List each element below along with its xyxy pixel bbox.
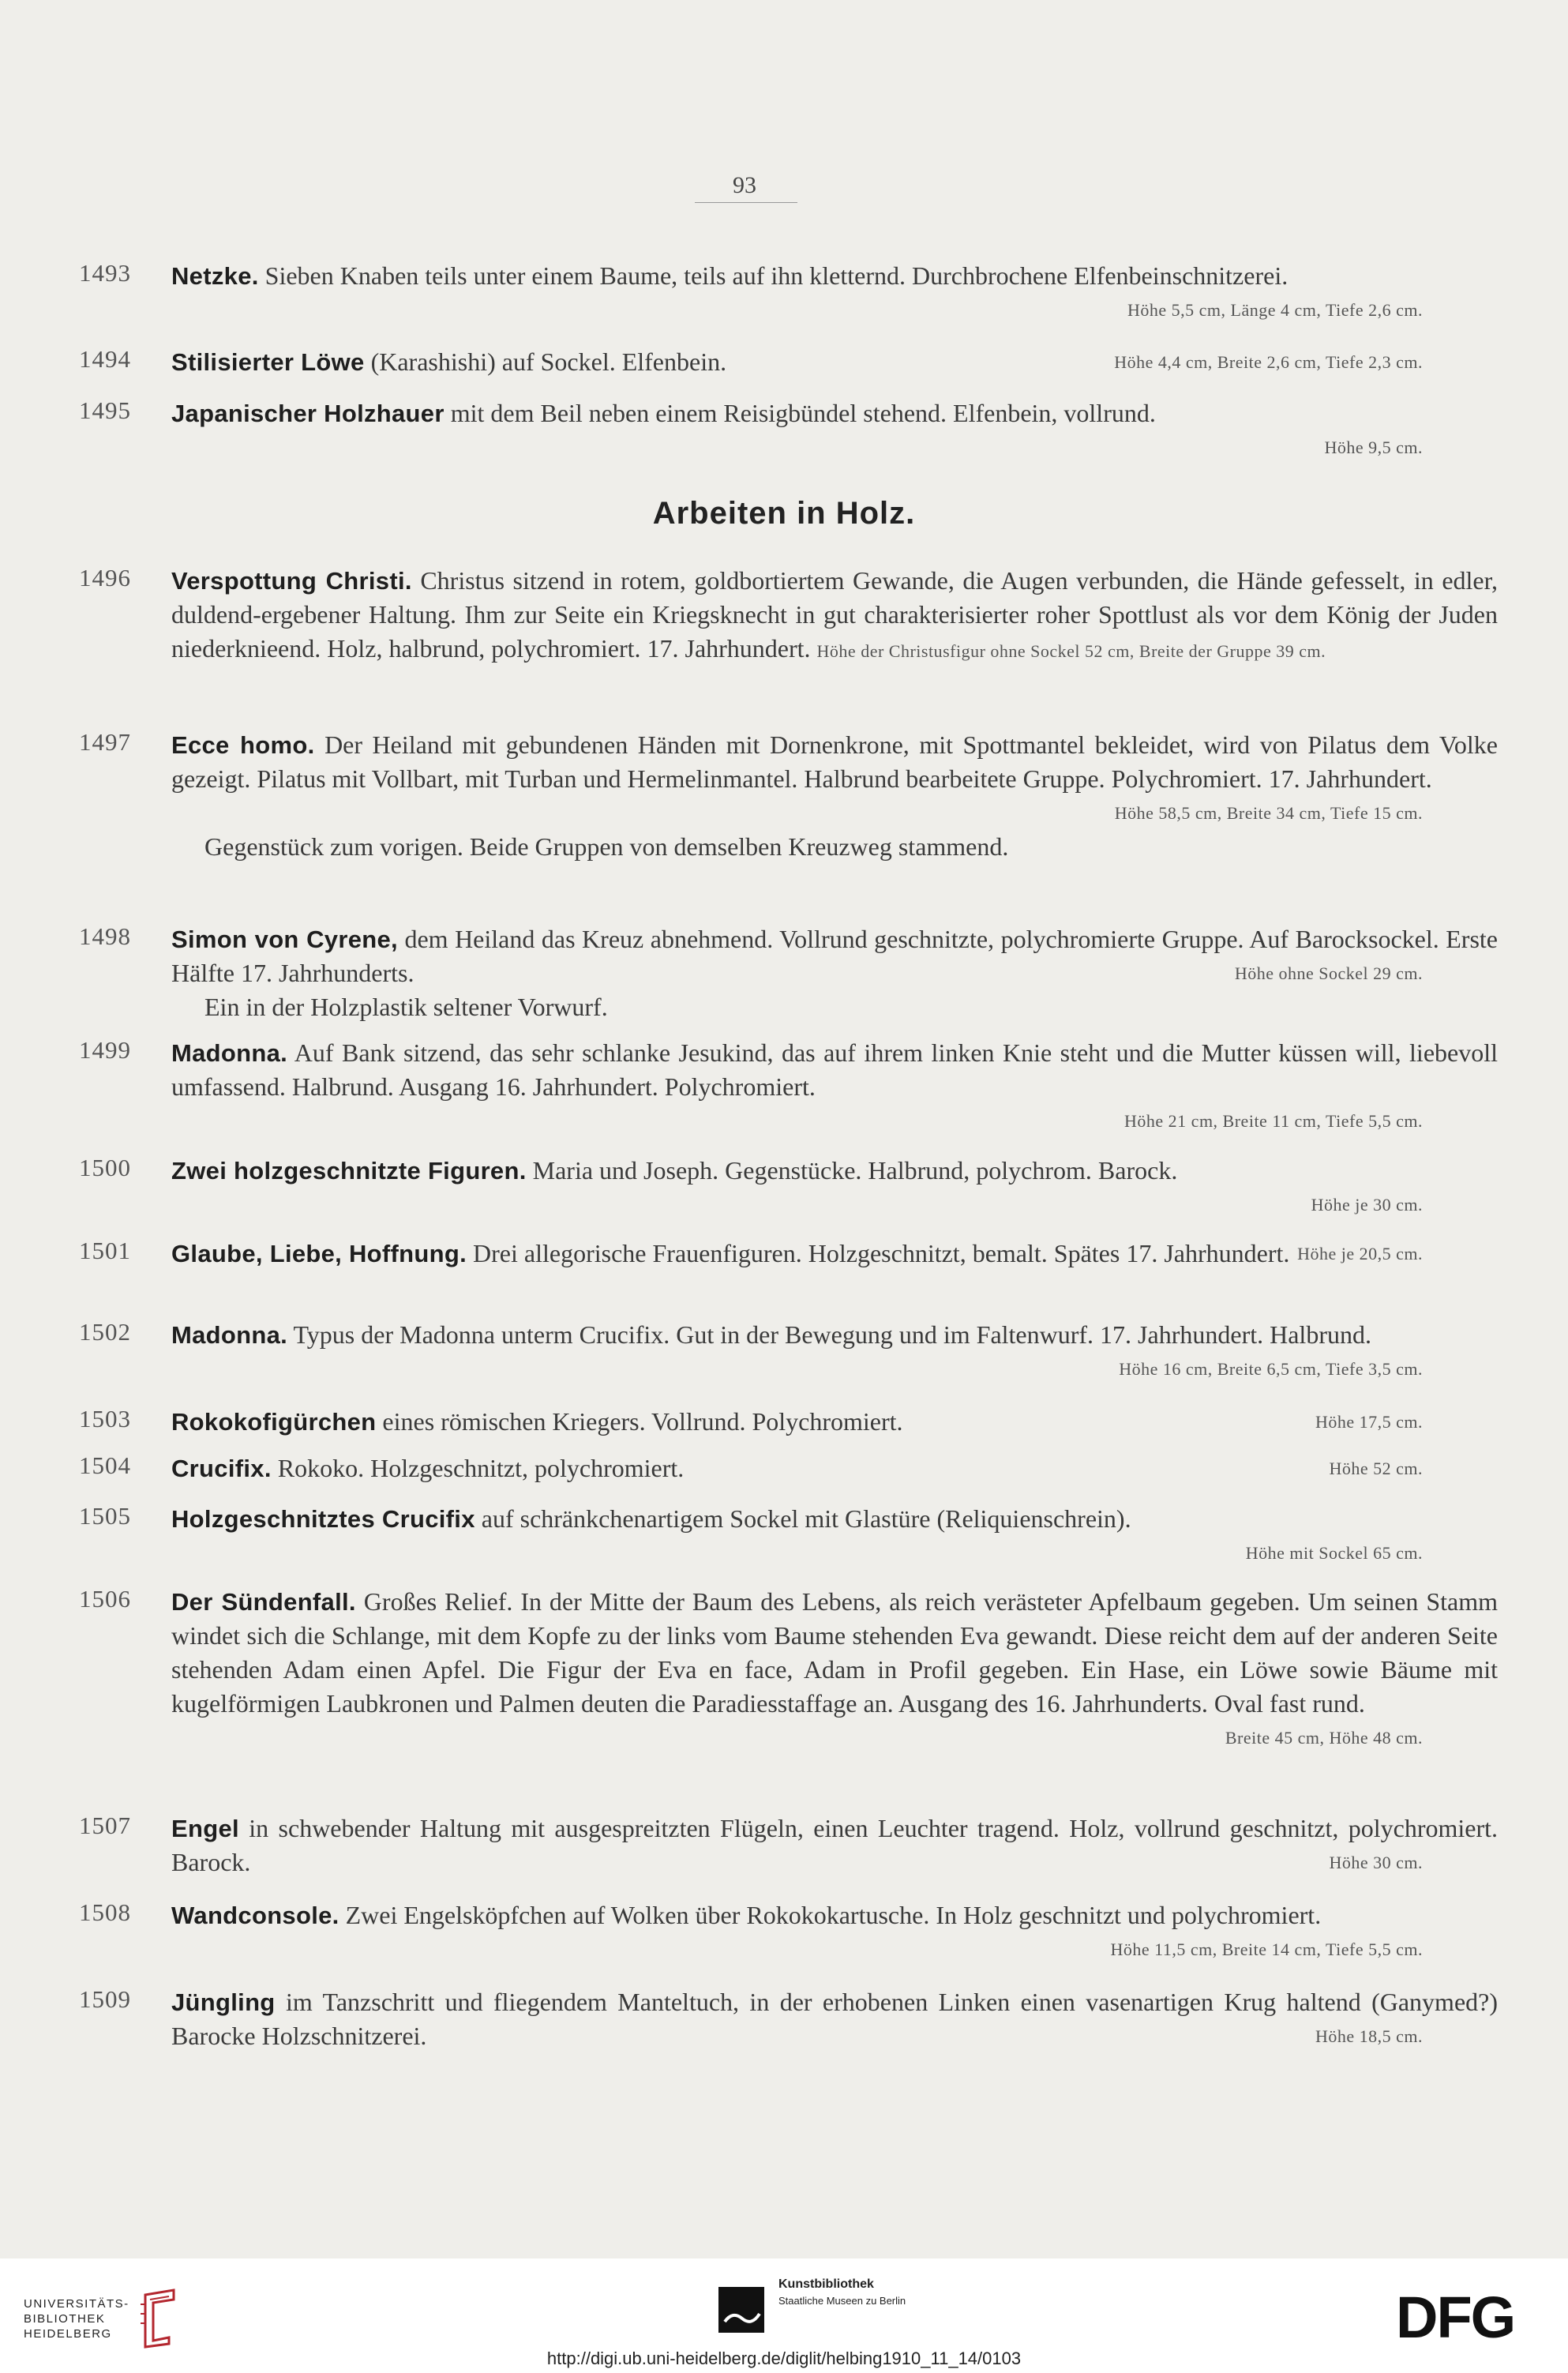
entry-text: Rokoko. Holzgeschnitzt, polychromiert. xyxy=(277,1454,685,1482)
entry-title: Holzgeschnitztes Crucifix xyxy=(171,1505,475,1533)
entry-body xyxy=(171,1451,1498,1485)
kunstbibliothek-logo-icon xyxy=(714,2282,769,2341)
entry-text: Zwei Engelsköpfchen auf Wolken über Rokokokartusche. In Holz geschnitzt und polychromiert. xyxy=(345,1901,1322,1929)
entry-title: Der Sündenfall. xyxy=(171,1588,356,1616)
entry-number: 1506 xyxy=(79,1585,131,1613)
entry-dimensions: Höhe 11,5 cm, Breite 14 cm, Tiefe 5,5 cm. xyxy=(1110,1939,1423,1959)
dfg-text: DFG xyxy=(1396,2290,1515,2342)
entry-dimensions: Höhe 58,5 cm, Breite 34 cm, Tiefe 15 cm. xyxy=(1114,803,1423,823)
heidelberg-logo-icon xyxy=(134,2289,182,2349)
entry-text: im Tanzschritt und fliegendem Manteltuch, in der erhobenen Linken einen vasenartigen Krug haltend (Ganymed?) Barocke Holzschnitzerei. xyxy=(171,1988,1499,2050)
entry-number: 1499 xyxy=(79,1036,131,1064)
entry-title: Simon von Cyrene, xyxy=(171,926,398,953)
entry-title: Madonna. xyxy=(171,1039,288,1067)
entry-body xyxy=(171,1237,1498,1271)
entry-dimensions: Höhe 5,5 cm, Länge 4 cm, Tiefe 2,6 cm. xyxy=(1127,300,1423,320)
kb-title: Kunstbibliothek xyxy=(778,2277,874,2291)
entry-number: 1502 xyxy=(79,1318,131,1346)
section-heading: Arbeiten in Holz. xyxy=(652,496,916,531)
entry-title: Zwei holzgeschnitzte Figuren. xyxy=(171,1157,527,1185)
entry-text: Der Heiland mit gebundenen Händen mit Dornenkrone, mit Spottmantel bekleidet, wird von Pilatus dem Volke gezeigt. Pilatus mit Vollbart, mit Turban und Hermelinmantel. Halbrund bearbeitete Gruppe. Polychromiert. 17. Jahrhundert. xyxy=(171,730,1499,793)
entry-body xyxy=(171,1985,1498,2053)
dfg-logo[interactable] xyxy=(1396,2290,1546,2346)
entry-note: Ein in der Holzplastik seltener Vorwurf. xyxy=(204,993,608,1021)
entry-dimensions: Höhe mit Sockel 65 cm. xyxy=(1245,1543,1423,1563)
entry-text: dem Heiland das Kreuz abnehmend. Vollrund geschnitzte, polychromierte Gruppe. Auf Barocksockel. Erste Hälfte 17. Jahrhunderts. xyxy=(171,925,1499,987)
page-number: 93 xyxy=(733,172,756,198)
entry-dimensions: Höhe 4,4 cm, Breite 2,6 cm, Tiefe 2,3 cm. xyxy=(1114,352,1423,372)
entry-text: Maria und Joseph. Gegenstücke. Halbrund, polychrom. Barock. xyxy=(532,1156,1178,1185)
entry-body xyxy=(171,1502,1498,1570)
uni-line-1: UNIVERSITÄTS- xyxy=(24,2296,129,2311)
entry-text: eines römischen Kriegers. Vollrund. Polychromiert. xyxy=(382,1407,903,1436)
entry-title: Wandconsole. xyxy=(171,1902,339,1929)
entry-body xyxy=(171,1405,1498,1439)
kunstbibliothek-name xyxy=(778,2277,906,2307)
entry-body xyxy=(171,345,1498,379)
entry-body xyxy=(171,259,1498,327)
entry-number: 1503 xyxy=(79,1405,131,1432)
entry-dimensions: Höhe 52 cm. xyxy=(1329,1459,1423,1478)
entry-number: 1505 xyxy=(79,1502,131,1530)
entry-body xyxy=(171,1318,1498,1386)
heidelberg-library-logo[interactable] xyxy=(24,2289,182,2349)
entry-number: 1509 xyxy=(79,1985,131,2013)
entry-body xyxy=(171,1036,1498,1138)
entry-dimensions: Höhe der Christusfigur ohne Sockel 52 cm, Breite der Gruppe 39 cm. xyxy=(816,641,1326,661)
entry-text: Drei allegorische Frauenfiguren. Holzgeschnitzt, bemalt. Spätes 17. Jahrhundert. xyxy=(473,1239,1290,1267)
entry-number: 1501 xyxy=(79,1237,131,1264)
entry-text: mit dem Beil neben einem Reisigbündel stehend. Elfenbein, vollrund. xyxy=(450,399,1156,427)
entry-title: Verspottung Christi. xyxy=(171,567,412,595)
entry-dimensions: Höhe 16 cm, Breite 6,5 cm, Tiefe 3,5 cm. xyxy=(1119,1359,1423,1379)
entry-text: in schwebender Haltung mit ausgespreitzten Flügeln, einen Leuchter tragend. Holz, vollrund geschnitzt, polychromiert. Barock. xyxy=(171,1814,1499,1876)
uni-line-3: HEIDELBERG xyxy=(24,2326,112,2341)
entry-title: Netzke. xyxy=(171,262,259,290)
entry-dimensions: Höhe 9,5 cm. xyxy=(1324,437,1423,457)
entry-title: Stilisierter Löwe xyxy=(171,348,365,376)
university-library-name xyxy=(24,2296,129,2341)
entry-text: Sieben Knaben teils unter einem Baume, teils auf ihn kletternd. Durchbrochene Elfenbeinschnitzerei. xyxy=(264,261,1289,290)
entry-dimensions: Höhe 21 cm, Breite 11 cm, Tiefe 5,5 cm. xyxy=(1124,1111,1423,1131)
entry-title: Ecce homo. xyxy=(171,731,315,759)
entry-body xyxy=(171,922,1498,1024)
entry-body xyxy=(171,1154,1498,1222)
entry-dimensions: Höhe 17,5 cm. xyxy=(1315,1412,1423,1432)
entry-dimensions: Höhe je 30 cm. xyxy=(1311,1195,1423,1215)
entry-title: Jüngling xyxy=(171,1988,276,2016)
entry-text: Typus der Madonna unterm Crucifix. Gut in der Bewegung und im Faltenwurf. 17. Jahrhundert. Halbrund. xyxy=(293,1320,1371,1349)
entry-body xyxy=(171,396,1498,464)
entry-title: Glaube, Liebe, Hoffnung. xyxy=(171,1240,467,1267)
entry-body xyxy=(171,1585,1498,1755)
entry-number: 1493 xyxy=(79,259,131,287)
entry-title: Engel xyxy=(171,1815,239,1842)
entry-body xyxy=(171,1812,1498,1879)
entry-number: 1494 xyxy=(79,345,131,373)
entry-dimensions: Breite 45 cm, Höhe 48 cm. xyxy=(1225,1728,1423,1748)
entry-number: 1495 xyxy=(79,396,131,424)
entry-dimensions: Höhe je 20,5 cm. xyxy=(1297,1244,1423,1263)
permalink-url[interactable]: http://digi.ub.uni-heidelberg.de/diglit/helbing1910_11_14/0103 xyxy=(546,2349,1022,2368)
entry-body xyxy=(171,564,1498,668)
entry-number: 1507 xyxy=(79,1812,131,1839)
entry-number: 1504 xyxy=(79,1451,131,1479)
entry-text: Christus sitzend in rotem, goldbortiertem Gewande, die Augen verbunden, die Hände gefesselt, in edler, duldend-ergebener Haltung. Ihm zur Seite ein Kriegsknecht in gut charakterisierter roher Spottlust als vor dem König der Juden niederknieend. Holz, halbrund, polychromiert. 17. Jahrhundert. xyxy=(171,566,1499,663)
entry-body xyxy=(171,1898,1498,1966)
entry-text: Auf Bank sitzend, das sehr schlanke Jesukind, das auf ihrem linken Knie steht und die Mutter küssen will, liebevoll umfassend. Halbrund. Ausgang 16. Jahrhundert. Polychromiert. xyxy=(171,1038,1499,1101)
entry-dimensions: Höhe 18,5 cm. xyxy=(1315,2026,1423,2046)
entry-number: 1496 xyxy=(79,564,131,591)
entry-note: Gegenstück zum vorigen. Beide Gruppen von demselben Kreuzweg stammend. xyxy=(204,832,1009,861)
entry-text: (Karashishi) auf Sockel. Elfenbein. xyxy=(370,347,727,376)
entry-title: Madonna. xyxy=(171,1321,288,1349)
page-number-rule xyxy=(695,202,797,203)
entry-number: 1498 xyxy=(79,922,131,950)
entry-title: Japanischer Holzhauer xyxy=(171,400,445,427)
entry-text: Großes Relief. In der Mitte der Baum des Lebens, als reich verästeter Apfelbaum gegeben. Um seinen Stamm windet sich die Schlange, mit dem Kopfe zu der links vom Baume stehenden Eva gewandt. Diese reicht dem auf der anderen Seite stehenden Adam einen Apfel. Die Figur der Eva en face, Adam in Profil gegeben. Ein Hase, ein Löwe sowie Bäume mit kugelförmigen Laubkronen und Palmen deuten die Paradiesstaffage an. Ausgang des 16. Jahrhunderts. Oval fast rund. xyxy=(171,1587,1499,1718)
entry-body xyxy=(171,728,1498,864)
entry-number: 1500 xyxy=(79,1154,131,1181)
entry-title: Rokokofigürchen xyxy=(171,1408,377,1436)
entry-dimensions: Höhe 30 cm. xyxy=(1329,1853,1423,1872)
entry-number: 1508 xyxy=(79,1898,131,1926)
uni-line-2: BIBLIOTHEK xyxy=(24,2311,106,2326)
entry-text: auf schränkchenartigem Sockel mit Glastüre (Reliquienschrein). xyxy=(481,1504,1131,1533)
entry-number: 1497 xyxy=(79,728,131,756)
dfg-logo-icon xyxy=(1396,2290,1546,2342)
kb-subtitle: Staatliche Museen zu Berlin xyxy=(778,2295,906,2307)
digitization-footer xyxy=(0,2258,1568,2373)
entry-title: Crucifix. xyxy=(171,1455,272,1482)
entry-dimensions: Höhe ohne Sockel 29 cm. xyxy=(1234,963,1423,983)
